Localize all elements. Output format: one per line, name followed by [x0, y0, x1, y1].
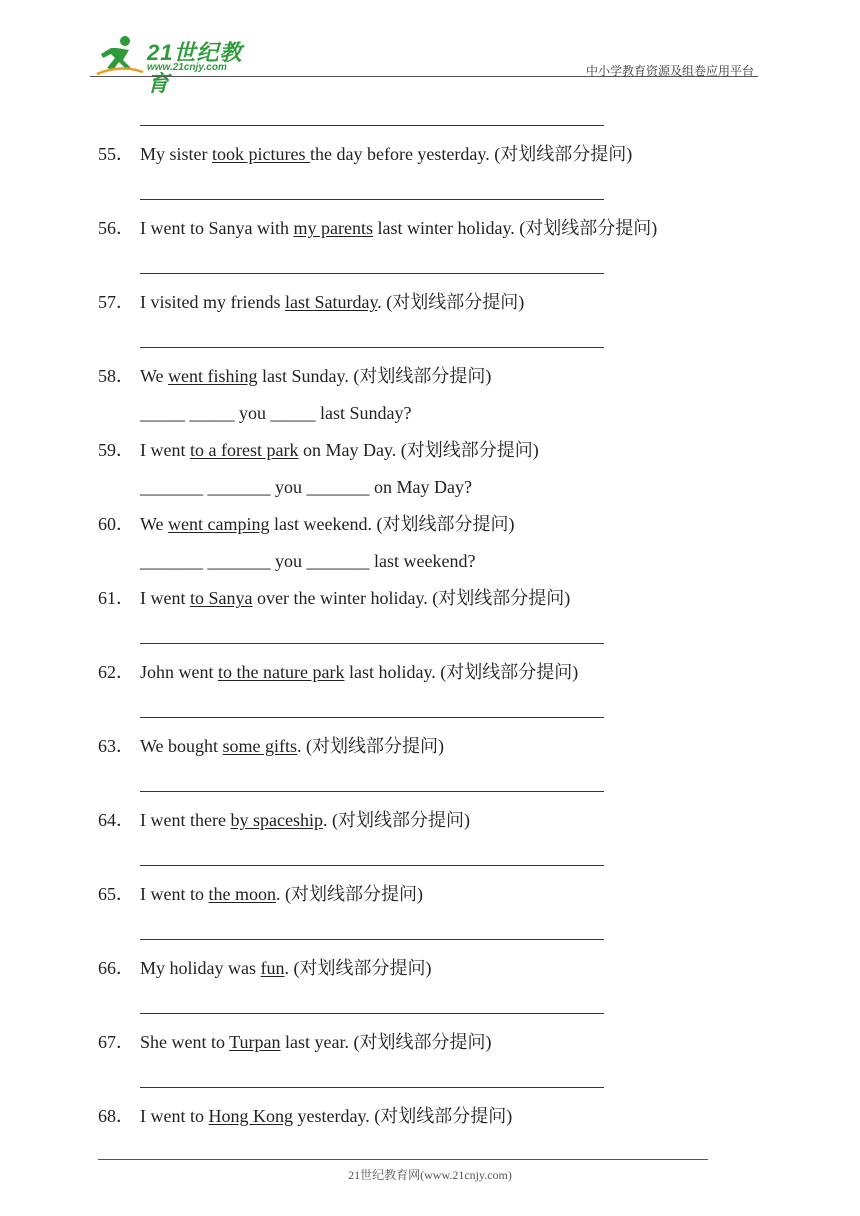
question-before: John went — [140, 662, 218, 682]
question-num: 65． — [98, 884, 134, 904]
fill-blank-answer[interactable]: _____ _____ you _____ last Sunday? — [140, 403, 412, 423]
question-before: I visited my friends — [140, 292, 285, 312]
logo — [95, 34, 265, 96]
question-num: 59． — [98, 440, 134, 460]
page-header — [90, 28, 760, 96]
question-num: 60． — [98, 514, 134, 534]
underlined-phrase: the moon — [208, 884, 276, 904]
answer-line[interactable] — [98, 320, 778, 358]
question-num: 55． — [98, 144, 134, 164]
question-item — [98, 1098, 778, 1134]
question-item — [98, 728, 778, 764]
underlined-phrase: Turpan — [229, 1032, 281, 1052]
underlined-phrase: took pictures — [212, 144, 310, 164]
question-list — [98, 98, 778, 1134]
question-item — [98, 1024, 778, 1060]
answer-line-top — [98, 98, 778, 136]
underlined-phrase: to the nature park — [218, 662, 345, 682]
underlined-phrase: to a forest park — [189, 440, 299, 460]
question-after: last holiday. (对划线部分提问) — [344, 662, 579, 682]
question-before: I went to Sanya with — [140, 218, 294, 238]
question-item — [98, 654, 778, 690]
question-num: 61． — [98, 588, 134, 608]
fill-blank-answer[interactable]: _______ _______ you _______ on May Day? — [140, 477, 472, 497]
header-platform-text: 中小学教育资源及组卷应用平台 — [585, 64, 754, 78]
underlined-phrase: to Sanya — [189, 588, 253, 608]
question-item — [98, 432, 778, 468]
question-num: 67． — [98, 1032, 134, 1052]
underlined-phrase: by spaceship — [230, 810, 323, 830]
question-item — [98, 284, 778, 320]
question-after: . (对划线部分提问) — [284, 958, 432, 978]
answer-line[interactable] — [98, 690, 778, 728]
question-before: My holiday was — [140, 958, 261, 978]
question-item — [98, 210, 778, 246]
answer-line[interactable] — [98, 764, 778, 802]
fill-blank-answer[interactable]: _______ _______ you _______ last weekend? — [140, 551, 476, 571]
question-after: . (对划线部分提问) — [377, 292, 525, 312]
question-before: I went — [140, 440, 190, 460]
answer-line[interactable] — [98, 986, 778, 1024]
question-before: I went there — [140, 810, 231, 830]
question-item — [98, 506, 778, 542]
question-item — [98, 358, 778, 394]
question-num: 57． — [98, 292, 134, 312]
question-after: on May Day. (对划线部分提问) — [298, 440, 539, 460]
question-item — [98, 580, 778, 616]
answer-line[interactable] — [98, 616, 778, 654]
header-divider — [90, 76, 758, 77]
question-num: 68． — [98, 1106, 134, 1126]
question-after: over the winter holiday. (对划线部分提问) — [252, 588, 571, 608]
question-item — [98, 876, 778, 912]
question-num: 64． — [98, 810, 134, 830]
underlined-phrase: last Saturday — [284, 292, 378, 312]
question-before: I went to — [140, 884, 209, 904]
question-after: . (对划线部分提问) — [322, 810, 470, 830]
question-num: 62． — [98, 662, 134, 682]
question-after: last Sunday. (对划线部分提问) — [257, 366, 492, 386]
underlined-phrase: some gifts — [222, 736, 298, 756]
footer-text: 21世纪教育网(www.21cnjy.com) — [348, 1168, 512, 1182]
question-after: . (对划线部分提问) — [275, 884, 423, 904]
question-num: 58． — [98, 366, 134, 386]
underlined-phrase: went fishing — [168, 366, 258, 386]
question-before: We — [140, 514, 169, 534]
underlined-phrase: Hong Kong — [208, 1106, 293, 1126]
question-num: 66． — [98, 958, 134, 978]
question-before: She went to — [140, 1032, 230, 1052]
question-after: . (对划线部分提问) — [297, 736, 445, 756]
underlined-phrase: my parents — [293, 218, 373, 238]
question-after: last winter holiday. (对划线部分提问) — [372, 218, 658, 238]
logo-url: www.21cnjy.com — [147, 62, 227, 73]
question-item — [98, 802, 778, 838]
question-before: I went to — [140, 1106, 209, 1126]
question-num: 63． — [98, 736, 134, 756]
underlined-phrase: fun — [260, 958, 285, 978]
answer-line[interactable] — [98, 912, 778, 950]
underlined-phrase: went camping — [168, 514, 270, 534]
question-after: last weekend. (对划线部分提问) — [269, 514, 515, 534]
answer-line[interactable] — [98, 172, 778, 210]
question-before: I went — [140, 588, 190, 608]
runner-logo-icon — [95, 34, 145, 78]
question-after: last year. (对划线部分提问) — [280, 1032, 492, 1052]
question-before: My sister — [140, 144, 212, 164]
question-item — [98, 950, 778, 986]
question-item — [98, 136, 778, 172]
question-after: the day before yesterday. (对划线部分提问) — [309, 144, 633, 164]
question-before: We bought — [140, 736, 223, 756]
question-before: We — [140, 366, 169, 386]
question-num: 56． — [98, 218, 134, 238]
answer-line[interactable] — [98, 838, 778, 876]
answer-line[interactable] — [98, 1060, 778, 1098]
footer-divider — [98, 1159, 708, 1160]
logo-text: 21世纪教育 — [147, 40, 243, 96]
answer-line[interactable] — [98, 246, 778, 284]
question-after: yesterday. (对划线部分提问) — [292, 1106, 513, 1126]
